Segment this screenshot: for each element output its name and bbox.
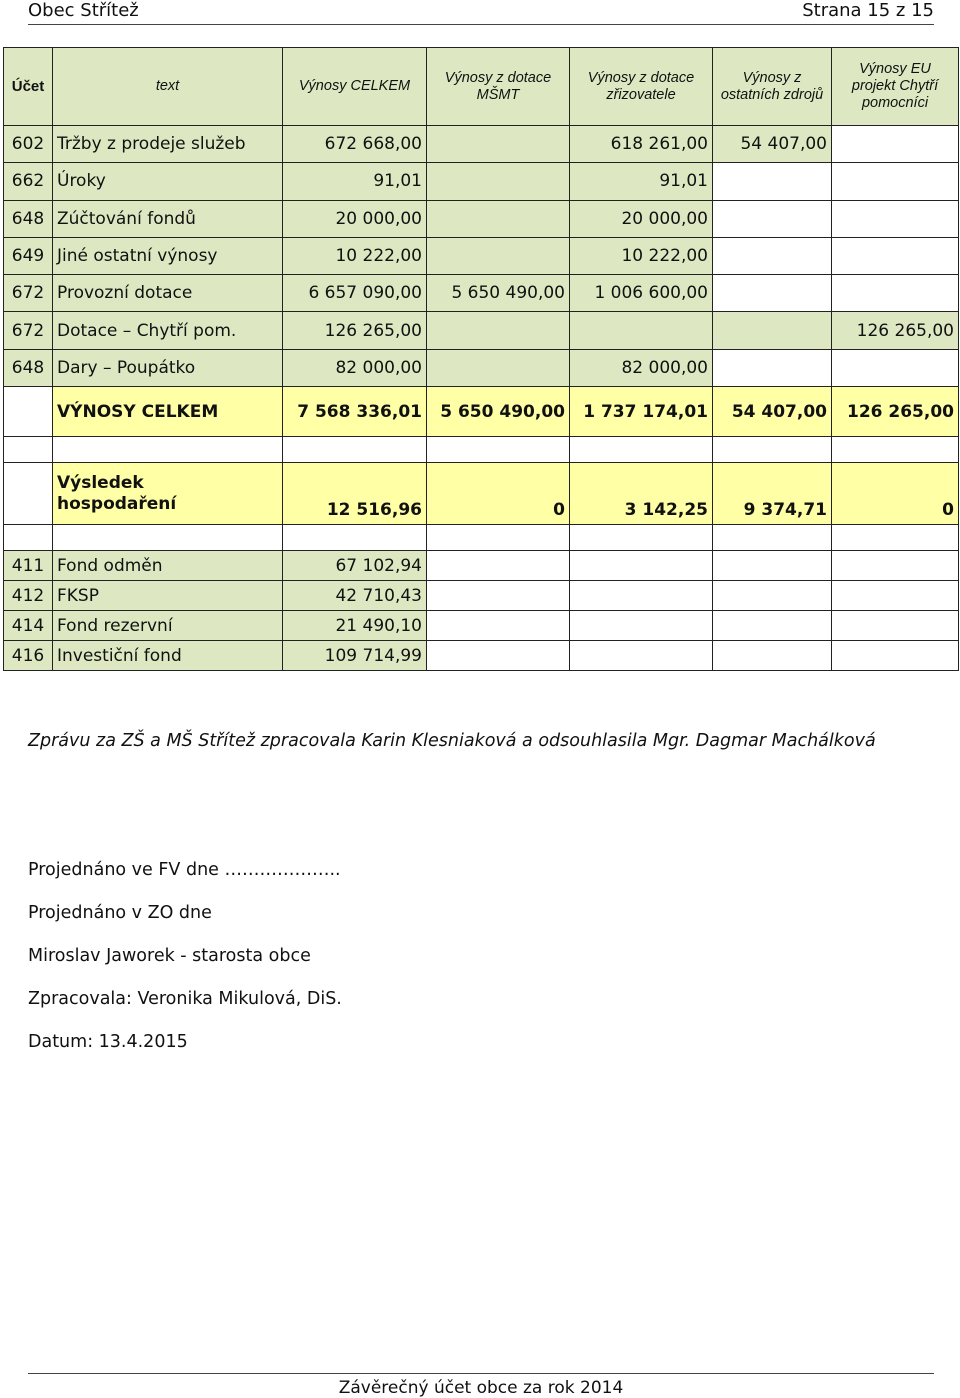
account-code: 649 [4,237,53,274]
empty-cell [713,525,832,551]
msmt-value: 5 650 490,00 [427,275,570,312]
zrizovatel-value: 1 006 600,00 [570,275,713,312]
total-value: 126 265,00 [283,312,427,349]
empty-cell [713,551,832,581]
mayor-line: Miroslav Jaworek - starosta obce [28,946,311,966]
col-header-msmt: Výnosy z dotace MŠMT [427,48,570,126]
eu-project-value: 126 265,00 [832,387,959,437]
table-row [4,200,959,237]
other-sources-value: 54 407,00 [713,387,832,437]
table-row [4,349,959,386]
msmt-value [427,200,570,237]
prepared-by-line: Zpracovala: Veronika Mikulová, DiS. [28,989,342,1009]
empty-cell [4,387,53,437]
account-code: 672 [4,312,53,349]
account-code: 414 [4,611,53,641]
account-code: 672 [4,275,53,312]
empty-cell [570,551,713,581]
other-sources-value: 54 407,00 [713,126,832,163]
fund-row [4,641,959,671]
zrizovatel-value: 10 222,00 [570,237,713,274]
empty-cell [570,437,713,463]
fund-name: Investiční fond [53,641,283,671]
col-header-zrizovatel: Výnosy z dotace zřizovatele [570,48,713,126]
empty-cell [53,437,283,463]
zo-discussion-line: Projednáno v ZO dne [28,903,212,923]
other-sources-value [713,163,832,200]
empty-cell [4,437,53,463]
zrizovatel-value [570,312,713,349]
empty-cell [427,437,570,463]
table-row [4,312,959,349]
col-header-text: text [53,48,283,126]
other-sources-value: 9 374,71 [713,463,832,525]
msmt-value: 0 [427,463,570,525]
fund-row [4,581,959,611]
fund-row [4,551,959,581]
fund-row [4,611,959,641]
zrizovatel-value: 3 142,25 [570,463,713,525]
fund-name: FKSP [53,581,283,611]
eu-project-value [832,163,959,200]
empty-cell [4,525,53,551]
total-label: VÝNOSY CELKEM [53,387,283,437]
eu-project-value: 0 [832,463,959,525]
empty-cell [427,525,570,551]
page-number: Strana 15 z 15 [802,0,934,21]
col-header-other-sources: Výnosy z ostatních zdrojů [713,48,832,126]
account-code: 412 [4,581,53,611]
row-text: Úroky [53,163,283,200]
empty-cell [427,611,570,641]
empty-cell [4,463,53,525]
result-label-line2: hospodaření [57,493,177,514]
total-value: 20 000,00 [283,200,427,237]
empty-cell [570,581,713,611]
empty-cell [570,525,713,551]
fv-discussion-line: Projednáno ve FV dne ……………….. [28,860,341,880]
account-code: 411 [4,551,53,581]
zrizovatel-value: 82 000,00 [570,349,713,386]
empty-cell [713,581,832,611]
revenue-table [3,47,959,671]
other-sources-value [713,275,832,312]
row-text: Tržby z prodeje služeb [53,126,283,163]
account-code: 648 [4,200,53,237]
other-sources-value [713,349,832,386]
page-footer: Závěrečný účet obce za rok 2014 [28,1373,934,1398]
other-sources-value [713,312,832,349]
empty-cell [713,437,832,463]
empty-cell [570,641,713,671]
zrizovatel-value: 20 000,00 [570,200,713,237]
empty-cell [570,611,713,641]
total-value: 672 668,00 [283,126,427,163]
eu-project-value [832,349,959,386]
eu-project-value [832,237,959,274]
total-value: 12 516,96 [283,463,427,525]
zrizovatel-value: 91,01 [570,163,713,200]
col-header-account: Účet [4,48,53,126]
zrizovatel-value: 1 737 174,01 [570,387,713,437]
date-line: Datum: 13.4.2015 [28,1032,188,1052]
total-value: 7 568 336,01 [283,387,427,437]
row-text: Dary – Poupátko [53,349,283,386]
empty-cell [832,581,959,611]
eu-project-value [832,200,959,237]
total-row [4,387,959,437]
total-value: 6 657 090,00 [283,275,427,312]
msmt-value [427,126,570,163]
empty-cell [832,641,959,671]
total-value: 82 000,00 [283,349,427,386]
total-value: 10 222,00 [283,237,427,274]
row-text: Zúčtování fondů [53,200,283,237]
result-row [4,463,959,525]
other-sources-value [713,200,832,237]
empty-cell [427,551,570,581]
msmt-value [427,349,570,386]
table-row [4,237,959,274]
eu-project-value [832,126,959,163]
empty-cell [713,641,832,671]
empty-cell [53,525,283,551]
other-sources-value [713,237,832,274]
account-code: 416 [4,641,53,671]
fund-name: Fond rezervní [53,611,283,641]
account-code: 662 [4,163,53,200]
eu-project-value [832,275,959,312]
zrizovatel-value: 618 261,00 [570,126,713,163]
empty-cell [832,437,959,463]
result-label-line1: Výsledek [57,472,144,493]
empty-cell [283,525,427,551]
account-code: 602 [4,126,53,163]
fund-value: 42 710,43 [283,581,427,611]
report-note: Zprávu za ZŠ a MŠ Střítež zpracovala Karin Klesniaková a odsouhlasila Mgr. Dagmar Machálková [28,731,876,751]
empty-cell [283,437,427,463]
table-row [4,163,959,200]
page-header [28,0,934,25]
fund-name: Fond odměn [53,551,283,581]
table-row [4,275,959,312]
msmt-value [427,237,570,274]
row-text: Jiné ostatní výnosy [53,237,283,274]
table-header-row [4,48,959,126]
msmt-value [427,163,570,200]
spacer-row [4,525,959,551]
fund-value: 21 490,10 [283,611,427,641]
empty-cell [427,641,570,671]
total-value: 91,01 [283,163,427,200]
col-header-total: Výnosy CELKEM [283,48,427,126]
row-text: Provozní dotace [53,275,283,312]
row-text: Dotace – Chytří pom. [53,312,283,349]
municipality-name: Obec Střítež [28,0,139,21]
fund-value: 109 714,99 [283,641,427,671]
col-header-eu-project: Výnosy EU projekt Chytří pomocníci [832,48,959,126]
empty-cell [713,611,832,641]
empty-cell [427,581,570,611]
empty-cell [832,525,959,551]
msmt-value: 5 650 490,00 [427,387,570,437]
account-code: 648 [4,349,53,386]
msmt-value [427,312,570,349]
table-row [4,126,959,163]
eu-project-value: 126 265,00 [832,312,959,349]
result-label [53,463,283,525]
empty-cell [832,551,959,581]
spacer-row [4,437,959,463]
fund-value: 67 102,94 [283,551,427,581]
empty-cell [832,611,959,641]
